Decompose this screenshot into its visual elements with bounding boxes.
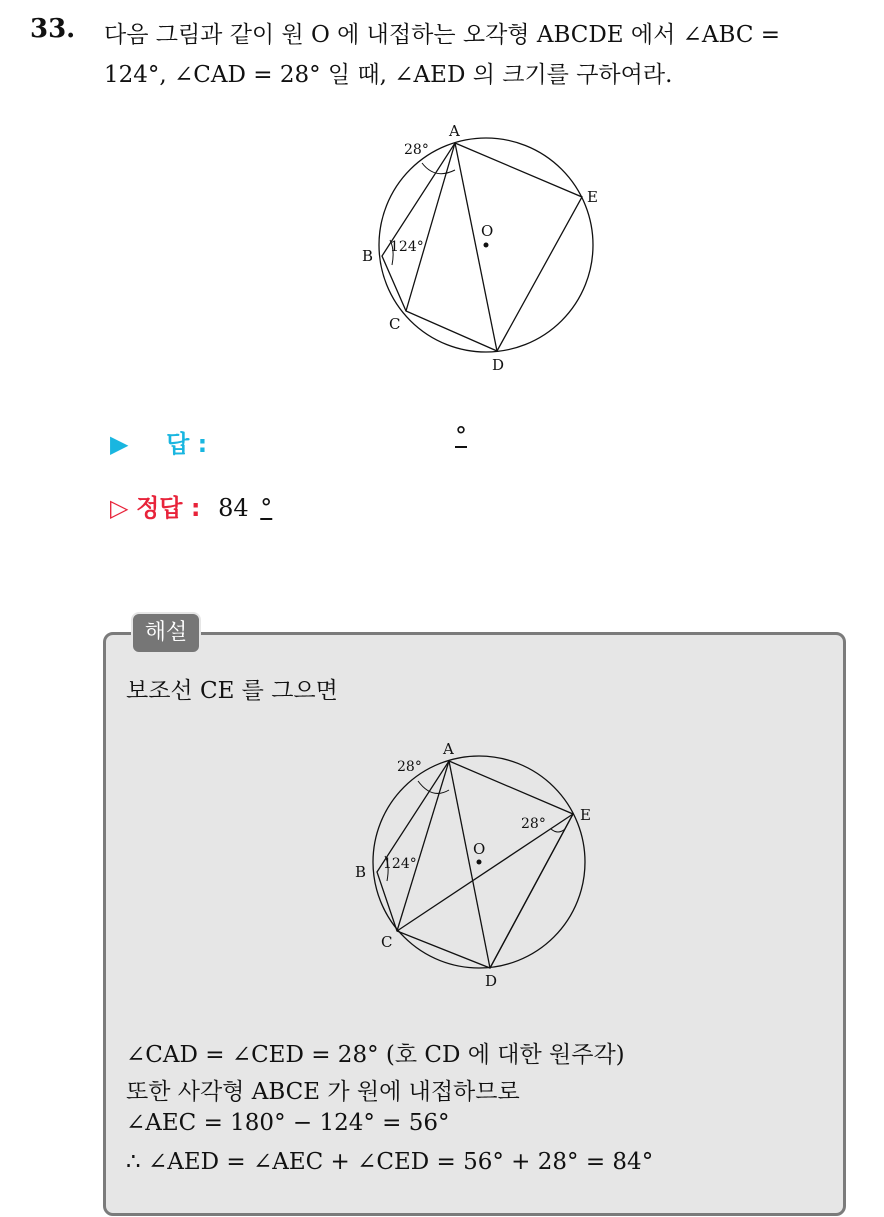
answer-marker: ▶	[110, 430, 129, 458]
segment-ad	[455, 143, 497, 351]
label-o-2: O	[473, 840, 486, 858]
correct-row	[110, 488, 272, 523]
segment-ac	[406, 143, 455, 311]
label-o: O	[481, 222, 494, 240]
label-c-2: C	[381, 933, 393, 951]
angle-arc-a-2	[418, 781, 449, 793]
solution-line-4: ∴ ∠AED = ∠AEC + ∠CED = 56° + 28° = 84°	[126, 1149, 654, 1175]
label-c: C	[389, 315, 401, 333]
figure-pentagon-in-circle	[340, 110, 620, 380]
label-d: D	[492, 356, 505, 374]
segment-ce	[397, 814, 573, 931]
solution-line-2: 또한 사각형 ABCE 가 원에 내접하므로	[126, 1079, 520, 1105]
center-point-o	[484, 243, 489, 248]
correct-label: 정답 :	[136, 494, 201, 522]
answer-label: 답 :	[166, 430, 208, 458]
segment-ed	[490, 814, 573, 968]
answer-row	[110, 424, 207, 459]
question-number: 33.	[30, 14, 76, 44]
label-e-2: E	[580, 806, 591, 824]
segment-ad-2	[449, 761, 490, 968]
correct-value: 84	[218, 494, 249, 522]
label-e: E	[587, 188, 598, 206]
solution-tab: 해설	[131, 612, 201, 654]
label-b-2: B	[355, 863, 367, 881]
label-b: B	[362, 247, 374, 265]
question-text-line1: 다음 그림과 같이 원 O 에 내접하는 오각형 ABCDE 에서 ∠ABC =	[104, 22, 781, 48]
label-a-2: A	[443, 740, 454, 758]
angle-label-e-2: 28°	[521, 816, 546, 832]
correct-marker: ▷	[110, 494, 129, 522]
angle-label-b: 124°	[390, 239, 424, 255]
angle-label-b-2: 124°	[383, 856, 417, 872]
question-text-line2: 124°, ∠CAD = 28° 일 때, ∠AED 의 크기를 구하여라.	[104, 62, 673, 88]
label-d-2: D	[485, 972, 498, 990]
solution-line-3: ∠AEC = 180° − 124° = 56°	[126, 1110, 450, 1136]
correct-unit: °	[260, 494, 273, 522]
label-a: A	[449, 122, 460, 140]
angle-label-a-2: 28°	[397, 759, 422, 775]
solution-line-1: ∠CAD = ∠CED = 28° (호 CD 에 대한 원주각)	[126, 1042, 625, 1068]
angle-label-a: 28°	[404, 142, 429, 158]
figure-solution	[340, 735, 630, 995]
center-point-o-2	[477, 860, 482, 865]
solution-intro: 보조선 CE 를 그으면	[126, 678, 338, 704]
answer-unit: °	[455, 422, 467, 450]
